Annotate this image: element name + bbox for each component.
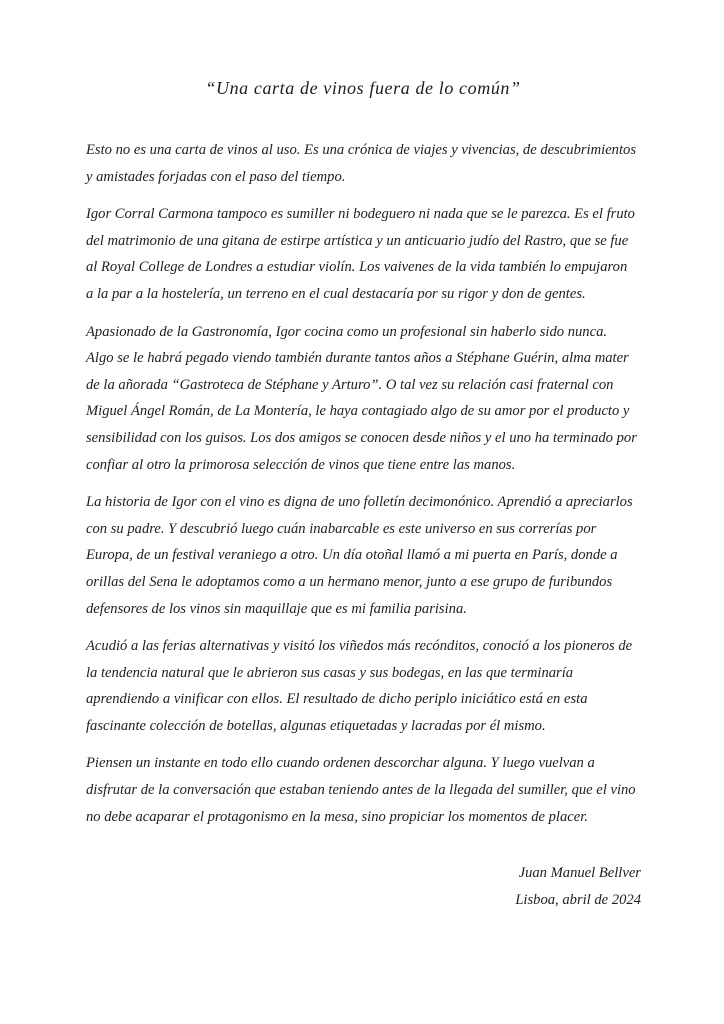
text-line: defensores de los vinos sin maquillaje que es mi familia parisina. (86, 600, 467, 617)
document-body (86, 137, 641, 830)
text-line: Piensen un instante en todo ello cuando ordenen descorchar alguna. Y luego vuelvan a (86, 755, 595, 772)
text-line: a la par a la hostelería, un terreno en el cual destacaría por su rigor y don de gentes. (86, 285, 586, 302)
text-line: confiar al otro la primorosa selección de vinos que tiene entre las manos. (86, 456, 516, 473)
paragraph-intro (86, 137, 641, 190)
text-line: Europa, de un festival veraniego a otro. Un día otoñal llamó a mi puerta en París, donde a (86, 547, 618, 564)
text-line: Esto no es una carta de vinos al uso. Es una crónica de viajes y vivencias, de descubrimientos (86, 142, 636, 158)
text-line: con su padre. Y descubrió luego cuán inabarcable es este universo en sus correrías por (86, 520, 597, 537)
text-line: orillas del Sena le adoptamos como a un hermano menor, junto a ese grupo de furibundos (86, 573, 613, 590)
text-line: aprendiendo a vinificar con ellos. El resultado de dicho periplo iniciático está en esta (86, 691, 588, 708)
text-line: y amistades forjadas con el paso del tiempo. (86, 168, 346, 185)
text-line: La historia de Igor con el vino es digna de uno folletín decimonónico. Aprendió a apreciarlos (86, 494, 633, 511)
text-line: sensibilidad con los guisos. Los dos amigos se conocen desde niños y el uno ha terminado por (86, 429, 637, 446)
text-line: la tendencia natural que le abrieron sus casas y sus bodegas, en las que terminaría (86, 664, 574, 681)
paragraph-cierre (86, 750, 641, 830)
text-line: disfrutar de la conversación que estaban teniendo antes de la llegada del sumiller, que el vino (86, 782, 636, 799)
paragraph-igor-origins (86, 201, 641, 307)
paragraph-gastronomia (86, 319, 641, 479)
text-line: Miguel Ángel Román, de La Montería, le haya contagiado algo de su amor por el producto y (86, 403, 630, 420)
text-line: al Royal College de Londres a estudiar violín. Los vaivenes de la vida también lo empujaron (86, 259, 628, 276)
text-line: Apasionado de la Gastronomía, Igor cocina como un profesional sin haberlo sido nunca. (86, 323, 608, 340)
text-line: de la añorada “Gastroteca de Stéphane y Arturo”. O tal vez su relación casi fraternal con (86, 376, 614, 393)
text-line: Algo se le habrá pegado viendo también durante tantos años a Stéphane Guérin, alma mater (86, 350, 629, 367)
document-title: “Una carta de vinos fuera de lo común” (205, 78, 521, 98)
text-line: del matrimonio de una gitana de estirpe artística y un anticuario judío del Rastro, que se fue (86, 232, 629, 249)
signature-block (86, 860, 641, 913)
text-line: no debe acaparar el protagonismo en la mesa, sino propiciar los momentos de placer. (86, 808, 588, 825)
signature-place-date: Lisboa, abril de 2024 (515, 891, 641, 908)
paragraph-historia-vino (86, 489, 641, 622)
signature-author: Juan Manuel Bellver (518, 865, 641, 882)
text-line: Igor Corral Carmona tampoco es sumiller ni bodeguero ni nada que se le parezca. Es el fruto (86, 206, 635, 223)
paragraph-ferias (86, 633, 641, 739)
text-line: Acudió a las ferias alternativas y visitó los viñedos más recónditos, conoció a los pioneros de (86, 638, 633, 655)
text-line: fascinante colección de botellas, algunas etiquetadas y lacradas por él mismo. (86, 717, 546, 734)
